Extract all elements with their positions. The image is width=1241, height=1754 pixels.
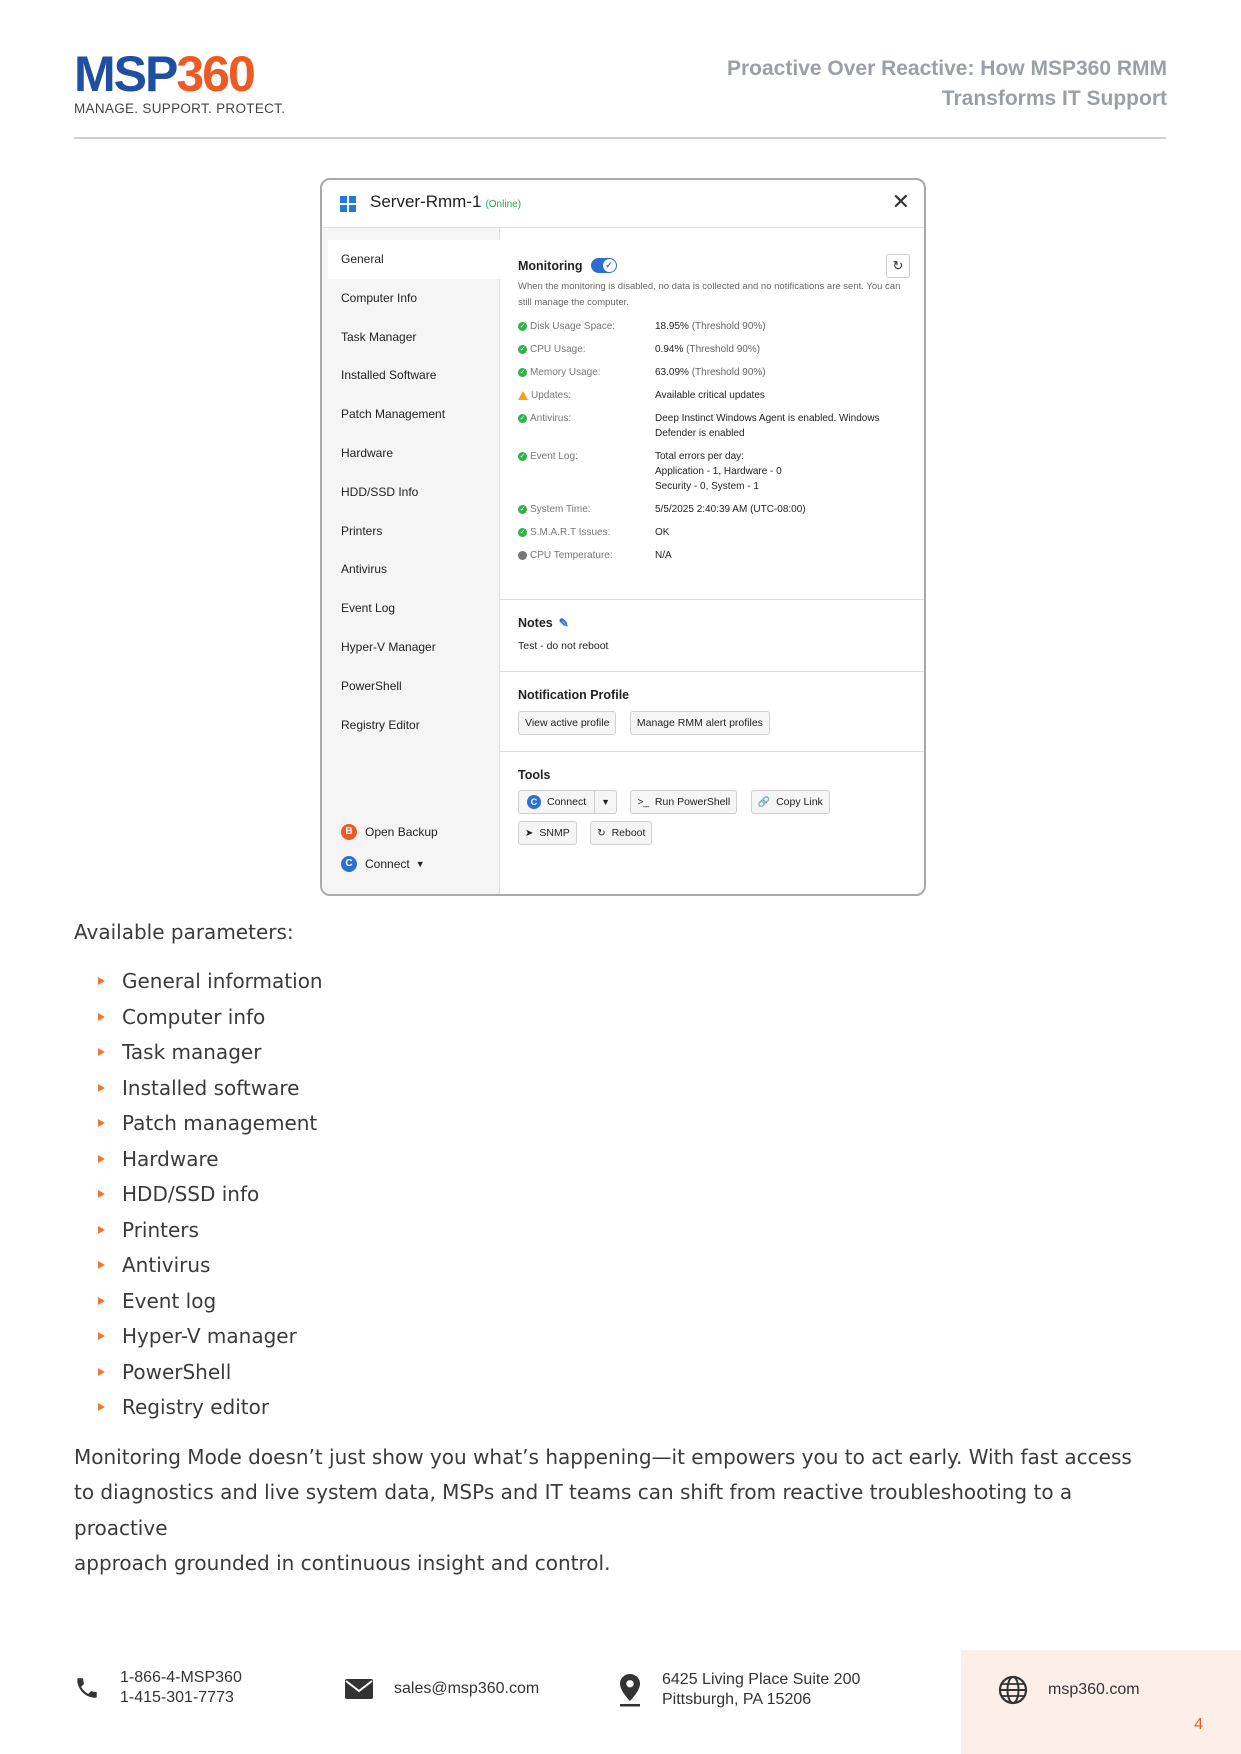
close-icon[interactable]: ✕ [891,189,910,214]
link-icon: 🔗 [757,797,771,808]
footer-phone [74,1668,242,1708]
bullet-arrow-icon [98,1119,105,1127]
sidebar-item-computer-info[interactable]: Computer Info [341,290,418,305]
metric-label: Antivirus: [530,413,572,424]
bullet-arrow-icon [98,1261,105,1269]
metric-value-line-3: Security - 0, System - 1 [655,481,759,492]
sidebar-item-powershell[interactable]: PowerShell [341,678,402,693]
monitoring-title: Monitoring [518,258,583,273]
tools-row-1 [518,790,906,814]
check-icon: ✓ [519,529,526,536]
metric-row [518,525,906,540]
metric-value: 5/5/2025 2:40:39 AM (UTC-08:00) [655,504,806,515]
list-item: PowerShell [74,1355,1166,1391]
status-dot-icon [518,551,527,560]
tools-title: Tools [518,768,551,782]
address-line-1: 6425 Living Place Suite 200 [662,1671,861,1688]
closing-line-1: Monitoring Mode doesn’t just show you what’s happening—it empowers you to act early. With fast access [74,1444,1132,1469]
bullet-arrow-icon [98,977,105,985]
list-item: Printers [74,1213,1166,1249]
warning-icon [518,391,528,400]
metric-value-line-2: Application - 1, Hardware - 0 [655,466,782,477]
metric-label: System Time: [530,504,591,515]
mail-icon [344,1677,374,1701]
run-powershell-label: Run PowerShell [654,796,731,808]
reboot-label: Reboot [611,827,646,839]
metric-row [518,388,906,403]
document-title-line-1: Proactive Over Reactive: How MSP360 RMM [727,57,1167,80]
check-icon: ✓ [519,346,526,353]
server-name: Server-Rmm-1 [370,192,482,211]
check-icon: ✓ [519,323,526,330]
phone-number-2[interactable]: 1-415-301-7773 [120,1689,234,1706]
notes-text: Test - do not reboot [518,640,609,652]
metric-label: Disk Usage Space: [530,321,616,332]
notes-section [500,600,924,672]
metric-row [518,365,906,380]
article-body [74,918,1166,1582]
monitoring-toggle[interactable] [591,258,617,273]
tools-section [500,752,924,845]
refresh-icon: ↻ [892,258,904,273]
metric-value: 0.94% [655,344,684,355]
notification-profile-section [500,672,924,752]
backup-icon: B [341,824,357,840]
bullet-arrow-icon [98,1226,105,1234]
bullet-arrow-icon [98,1084,105,1092]
server-details-dialog [320,178,926,896]
send-icon: ➤ [525,828,534,839]
metric-row [518,319,906,334]
run-powershell-button[interactable] [630,790,737,814]
online-status: (Online) [485,199,522,210]
dialog-sidebar [322,228,500,894]
bullet-arrow-icon [98,1368,105,1376]
page-footer [0,1650,1241,1754]
sidebar-item-general[interactable]: General [328,240,500,279]
footer-email [344,1677,539,1701]
view-active-profile-button[interactable]: View active profile [518,711,616,735]
footer-website [998,1675,1140,1705]
document-title [607,54,1167,114]
dialog-main-panel [500,228,924,894]
parameters-intro: Available parameters: [74,920,294,944]
parameters-list [74,964,1166,1426]
metric-row [518,411,906,441]
footer-address [618,1670,860,1710]
connect-icon: C [341,856,357,872]
list-item: Registry editor [74,1390,1166,1426]
phone-number-1[interactable]: 1-866-4-MSP360 [120,1669,242,1686]
sidebar-item-patch-management[interactable]: Patch Management [341,407,446,422]
bullet-arrow-icon [98,1297,105,1305]
list-item: Antivirus [74,1248,1166,1284]
open-backup-button[interactable] [341,824,438,840]
metric-value: N/A [655,550,672,561]
copy-link-button[interactable] [751,790,830,814]
list-item: HDD/SSD info [74,1177,1166,1213]
list-item: Hardware [74,1142,1166,1178]
metric-label: CPU Usage: [530,344,586,355]
metric-row [518,342,906,357]
metric-value: Available critical updates [655,390,765,401]
tools-row-2 [518,821,906,845]
website-link[interactable]: msp360.com [1048,1681,1140,1698]
location-pin-icon [618,1673,642,1707]
metric-value: OK [655,527,670,538]
closing-line-3: approach grounded in continuous insight and control. [74,1551,611,1575]
sidebar-item-hardware[interactable]: Hardware [341,445,394,460]
bullet-arrow-icon [98,1403,105,1411]
list-item: Task manager [74,1035,1166,1071]
metric-threshold: (Threshold 90%) [691,367,766,378]
metric-value: Deep Instinct Windows Agent is enabled. Windows Defender is enabled [655,413,880,439]
bullet-arrow-icon [98,1155,105,1163]
metric-label: S.M.A.R.T Issues: [530,527,611,538]
address-line-2: Pittsburgh, PA 15206 [662,1691,812,1708]
check-icon: ✓ [519,453,526,460]
copy-link-label: Copy Link [776,796,823,808]
header-divider [74,137,1166,139]
manage-alert-profiles-button[interactable]: Manage RMM alert profiles [630,711,770,735]
open-backup-label: Open Backup [365,825,438,839]
chevron-down-icon[interactable]: ▼ [594,791,616,813]
metric-value: Total errors per day: [655,451,744,462]
sidebar-item-task-manager[interactable]: Task Manager [341,329,417,344]
page-number: 4 [1194,1716,1203,1733]
dialog-title [370,192,521,212]
list-item: Event log [74,1284,1166,1320]
sidebar-connect-label: Connect [365,857,410,871]
msp360-logo [74,48,294,116]
snmp-button[interactable] [518,821,577,845]
notification-profile-title: Notification Profile [518,688,630,702]
sidebar-item-hdd-ssd-info[interactable]: HDD/SSD Info [341,484,419,499]
notes-title: Notes [518,616,553,630]
sidebar-item-registry-editor[interactable]: Registry Editor [341,717,420,732]
connect-label: Connect [547,796,587,808]
list-item: Computer info [74,1000,1166,1036]
globe-icon [998,1675,1028,1705]
metric-label: CPU Temperature: [530,550,613,561]
list-item: Installed software [74,1071,1166,1107]
sidebar-item-antivirus[interactable]: Antivirus [341,562,388,577]
monitoring-section [500,228,924,600]
logo-wordmark [74,48,294,100]
logo-msp: MSP [74,46,177,102]
list-item: General information [74,964,1166,1000]
bullet-arrow-icon [98,1190,105,1198]
windows-icon [340,196,356,212]
notification-profile-actions [518,711,906,735]
bullet-arrow-icon [98,1048,105,1056]
notes-heading [518,616,906,630]
document-title-line-2: Transforms IT Support [941,87,1167,110]
metrics-list [518,319,906,563]
sidebar-item-event-log[interactable]: Event Log [341,601,396,616]
email-link[interactable]: sales@msp360.com [394,1680,540,1697]
metric-row [518,548,906,563]
sidebar-connect-button[interactable] [341,856,425,872]
logo-360: 360 [176,46,254,102]
check-icon: ✓ [519,415,526,422]
closing-paragraph [74,1440,1154,1582]
metric-label: Updates: [531,390,572,401]
metric-threshold: (Threshold 90%) [691,321,766,332]
sidebar-item-installed-software[interactable]: Installed Software [341,368,437,383]
list-item: Hyper-V manager [74,1319,1166,1355]
reboot-icon: ↻ [597,828,606,839]
bullet-arrow-icon [98,1332,105,1340]
connect-split-button[interactable] [518,790,617,814]
edit-pencil-icon[interactable]: ✎ [558,616,569,630]
metric-value: 18.95% [655,321,689,332]
dialog-header [322,180,924,228]
bullet-arrow-icon [98,1013,105,1021]
monitoring-heading [518,258,906,273]
metric-label: Event Log: [530,451,578,462]
sidebar-item-hyper-v-manager[interactable]: Hyper-V Manager [341,639,436,654]
phone-icon [74,1675,100,1701]
logo-tagline: MANAGE. SUPPORT. PROTECT. [74,101,286,116]
refresh-button[interactable] [886,254,910,278]
metric-threshold: (Threshold 90%) [686,344,761,355]
terminal-icon: >_ [637,797,649,808]
metric-value: 63.09% [655,367,689,378]
connect-icon: C [527,795,541,809]
chevron-down-icon: ▼ [415,859,425,869]
metric-row [518,449,906,494]
check-icon: ✓ [519,506,526,513]
sidebar-item-printers[interactable]: Printers [341,523,383,538]
closing-line-2: to diagnostics and live system data, MSPs and IT teams can shift from reactive troubleshooting to a proactive [74,1480,1073,1540]
metric-label: Memory Usage: [530,367,601,378]
reboot-button[interactable] [590,821,652,845]
check-icon: ✓ [519,369,526,376]
monitoring-description: When the monitoring is disabled, no data is collected and no notifications are sent. You can still manage the computer. [518,281,901,308]
snmp-label: SNMP [539,827,570,839]
list-item: Patch management [74,1106,1166,1142]
metric-row [518,502,906,517]
